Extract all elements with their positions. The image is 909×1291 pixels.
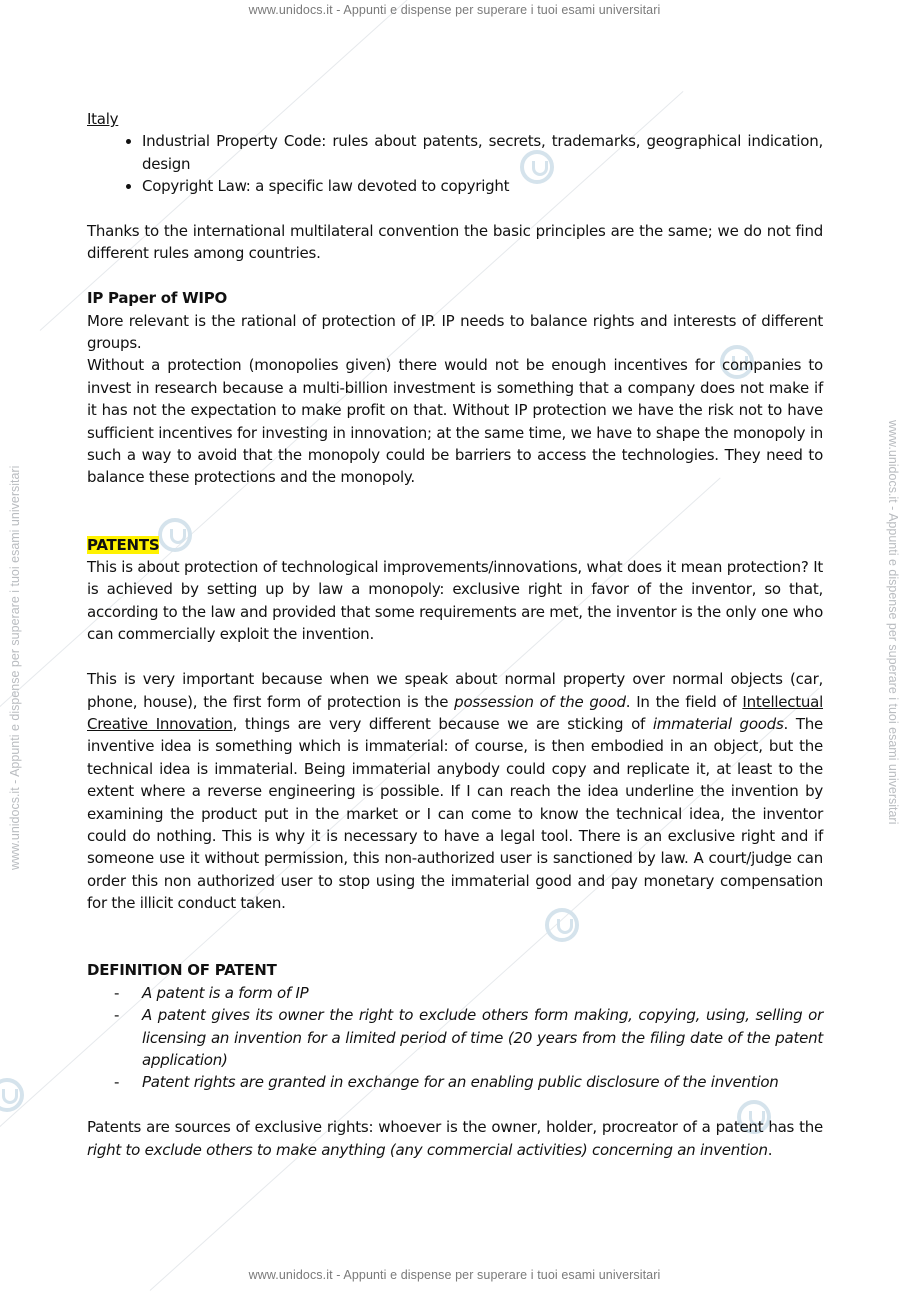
paragraph-patents-2: This is very important because when we speak about normal property over normal objects (car, phone, house), the first form of protection is the possession of the good. In the field of Intellectual Creative Innovation, things are very different because we are sticking of immaterial goods. The inventive idea is something which is immaterial: of course, is then embodied in an object, but the technical idea is immaterial. Being immaterial anybody could copy and replicate it, at least to the extent where a reverse engineering is possible. If I can reach the idea underline the invention by examining the product put in the market or I can come to know the technical idea, the inventor could do nothing. This is why it is necessary to have a legal tool. There is an exclusive right and if someone use it without permission, this non-authorized user is sanctioned by law. A court/judge can order this non authorized user to stop using the immaterial good and pay monetary compensation for the illicit conduct taken. [87,670,824,913]
definition-heading: DEFINITION OF PATENT [87,961,277,980]
italy-heading: Italy [87,110,119,128]
paragraph-thanks: Thanks to the international multilateral convention the basic principles are the same; we do not find different rules among countries. [87,222,823,263]
italy-list [87,130,823,197]
paragraph-wipo-1: More relevant is the rational of protection of IP. IP needs to balance rights and interests of different groups. [87,311,823,353]
watermark-left-side: www.unidocs.it - Appunti e dispense per superare i tuoi esami universitari [8,465,22,870]
watermark-header: www.unidocs.it - Appunti e dispense per superare i tuoi esami universitari [248,3,661,17]
list-item: - Patent rights are granted in exchange for an enabling public disclosure of the invention [87,1071,823,1093]
watermark-right-side: www.unidocs.it - Appunti e dispense per superare i tuoi esami universitari [886,420,900,825]
paragraph-closing: Patents are sources of exclusive rights: whoever is the owner, holder, procreator of a patent has the right to exclude others to make anything (any commercial activities) concerning an invention. [87,1118,823,1159]
list-item: - A patent gives its owner the right to exclude others form making, copying, using, selling or licensing an invention for a limited period of time (20 years from the filing date of the patent application) [87,1004,823,1071]
patents-heading: PATENTS [87,535,160,554]
intellectual-creative-innovation-term: Intellectual Creative Innovation [87,692,824,733]
definition-list [87,982,823,1094]
paragraph-patents-1: This is about protection of technological improvements/innovations, what does it mean protection? It is achieved by setting up by law a monopoly: exclusive right in favor of the inventor, so that, according to the law and provided that some requirements are met, the inventor is the only one who can commercially exploit the invention. [87,558,823,644]
paragraph-wipo-2: Without a protection (monopolies given) there would not be enough incentives for companies to invest in research because a multi-billion investment is something that a company does not make if it has not the expectation to make profit on that. Without IP protection we have the risk not to have sufficient incentives for investing in innovation; at the same time, we have to shape the monopoly in such a way to avoid that the monopoly could be barriers to access the technologies. They need to balance these protections and the monopoly. [87,356,823,487]
watermark-footer: www.unidocs.it - Appunti e dispense per superare i tuoi esami universitari [248,1268,661,1282]
list-item: • Copyright Law: a specific law devoted to copyright [142,175,823,197]
list-item: • Industrial Property Code: rules about patents, secrets, trademarks, geographical indication, design [142,130,823,175]
wipo-heading: IP Paper of WIPO [87,289,227,308]
list-item: - A patent is a form of IP [87,982,823,1004]
document-body [87,108,823,1161]
